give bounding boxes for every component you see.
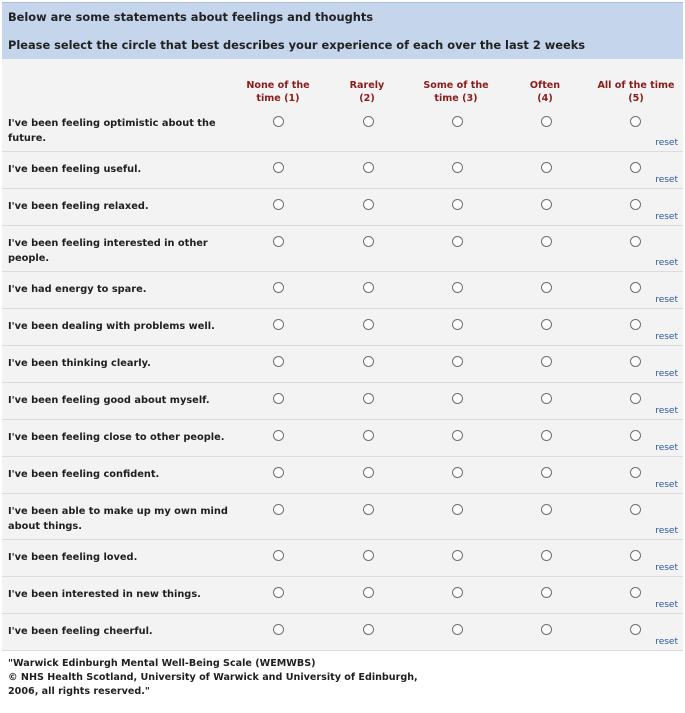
statement-label: I've been feeling close to other people. [8,432,225,443]
radio-all-of-the-time[interactable] [630,199,641,210]
radio-often[interactable] [541,199,552,210]
radio-often[interactable] [541,236,552,247]
radio-rarely[interactable] [363,624,374,635]
reset-link[interactable]: reset [655,138,678,148]
column-header-line: Often [529,80,561,91]
radio-often[interactable] [541,504,552,515]
radio-often[interactable] [541,319,552,330]
statement-label: I've been feeling optimistic about the future. [8,118,216,144]
radio-some-of-the-time[interactable] [452,430,463,441]
column-header-line: time (3) [434,93,478,104]
radio-rarely[interactable] [363,162,374,173]
instructions-line-2: Please select the circle that best describes your experience of each over the last 2 weeks [8,38,586,52]
statement-row [2,189,683,226]
radio-some-of-the-time[interactable] [452,199,463,210]
radio-often[interactable] [541,393,552,404]
statement-label: I've been feeling relaxed. [8,201,149,212]
statement-label: I've been interested in new things. [8,589,201,600]
reset-link[interactable]: reset [655,637,678,647]
radio-often[interactable] [541,162,552,173]
reset-link[interactable]: reset [655,443,678,453]
radio-none-of-the-time[interactable] [273,587,284,598]
radio-some-of-the-time[interactable] [452,467,463,478]
radio-rarely[interactable] [363,587,374,598]
radio-some-of-the-time[interactable] [452,116,463,127]
instructions-header [2,2,683,59]
column-header-line: (2) [359,93,375,104]
column-header-line: time (1) [256,93,300,104]
radio-none-of-the-time[interactable] [273,162,284,173]
reset-link[interactable]: reset [655,526,678,536]
radio-none-of-the-time[interactable] [273,467,284,478]
wemwbs-survey [2,2,683,699]
reset-link[interactable]: reset [655,406,678,416]
copyright-line-2: © NHS Health Scotland, University of Warwick and University of Edinburgh, [8,672,418,683]
copyright-line-3: 2006, all rights reserved." [8,686,150,697]
statement-label: I've been dealing with problems well. [8,321,215,332]
reset-link[interactable]: reset [655,295,678,305]
reset-link[interactable]: reset [655,258,678,268]
statement-label: I've been feeling loved. [8,552,138,563]
radio-some-of-the-time[interactable] [452,282,463,293]
radio-rarely[interactable] [363,393,374,404]
radio-some-of-the-time[interactable] [452,587,463,598]
radio-all-of-the-time[interactable] [630,162,641,173]
radio-some-of-the-time[interactable] [452,624,463,635]
radio-none-of-the-time[interactable] [273,282,284,293]
column-header-line: (4) [537,93,553,104]
statement-row [2,106,683,152]
radio-all-of-the-time[interactable] [630,504,641,515]
radio-often[interactable] [541,430,552,441]
instructions-line-1: Below are some statements about feelings and thoughts [8,10,374,24]
statement-row [2,494,683,540]
reset-link[interactable]: reset [655,332,678,342]
radio-often[interactable] [541,624,552,635]
radio-often[interactable] [541,282,552,293]
copyright-line-1: "Warwick Edinburgh Mental Well-Being Scale (WEMWBS) [8,658,316,669]
statement-label: I've been feeling useful. [8,164,142,175]
radio-all-of-the-time[interactable] [630,319,641,330]
column-header-none-of-the-time [233,79,323,105]
radio-rarely[interactable] [363,504,374,515]
reset-link[interactable]: reset [655,175,678,185]
radio-often[interactable] [541,550,552,561]
column-header-line: (5) [628,93,644,104]
statement-label: I've been feeling interested in other people. [8,238,208,264]
statement-row [2,383,683,420]
statement-rows [2,106,683,651]
radio-none-of-the-time[interactable] [273,199,284,210]
radio-all-of-the-time[interactable] [630,356,641,367]
radio-rarely[interactable] [363,116,374,127]
statement-label: I've been feeling cheerful. [8,626,153,637]
reset-link[interactable]: reset [655,212,678,222]
statement-row [2,420,683,457]
reset-link[interactable]: reset [655,563,678,573]
radio-rarely[interactable] [363,550,374,561]
radio-all-of-the-time[interactable] [630,550,641,561]
radio-rarely[interactable] [363,199,374,210]
radio-all-of-the-time[interactable] [630,467,641,478]
radio-some-of-the-time[interactable] [452,162,463,173]
radio-some-of-the-time[interactable] [452,504,463,515]
radio-none-of-the-time[interactable] [273,356,284,367]
radio-all-of-the-time[interactable] [630,587,641,598]
statement-row [2,540,683,577]
radio-all-of-the-time[interactable] [630,116,641,127]
radio-none-of-the-time[interactable] [273,393,284,404]
reset-link[interactable]: reset [655,600,678,610]
radio-rarely[interactable] [363,430,374,441]
radio-all-of-the-time[interactable] [630,282,641,293]
statement-row [2,152,683,189]
radio-all-of-the-time[interactable] [630,393,641,404]
column-header-line: Rarely [349,80,385,91]
copyright-notice [2,651,683,699]
radio-none-of-the-time[interactable] [273,504,284,515]
column-header-line: Some of the [423,80,489,91]
statement-label: I've been thinking clearly. [8,358,151,369]
radio-some-of-the-time[interactable] [452,550,463,561]
radio-often[interactable] [541,587,552,598]
radio-all-of-the-time[interactable] [630,430,641,441]
radio-some-of-the-time[interactable] [452,393,463,404]
radio-none-of-the-time[interactable] [273,319,284,330]
statement-row [2,272,683,309]
radio-some-of-the-time[interactable] [452,356,463,367]
radio-all-of-the-time[interactable] [630,236,641,247]
radio-rarely[interactable] [363,467,374,478]
statement-row [2,577,683,614]
statement-row [2,457,683,494]
radio-some-of-the-time[interactable] [452,319,463,330]
radio-rarely[interactable] [363,356,374,367]
radio-rarely[interactable] [363,282,374,293]
radio-often[interactable] [541,116,552,127]
radio-none-of-the-time[interactable] [273,236,284,247]
scale-column-headers [2,59,683,106]
radio-rarely[interactable] [363,236,374,247]
radio-none-of-the-time[interactable] [273,624,284,635]
statement-label: I've been feeling confident. [8,469,160,480]
column-header-line: All of the time [597,80,675,91]
radio-none-of-the-time[interactable] [273,550,284,561]
radio-often[interactable] [541,467,552,478]
reset-link[interactable]: reset [655,480,678,490]
statement-row [2,346,683,383]
statement-label: I've been able to make up my own mind about things. [8,506,228,532]
column-header-all-of-the-time [591,79,681,105]
column-header-often [500,79,590,105]
statement-label: I've had energy to spare. [8,284,147,295]
radio-none-of-the-time[interactable] [273,430,284,441]
radio-rarely[interactable] [363,319,374,330]
reset-link[interactable]: reset [655,369,678,379]
statement-row [2,226,683,272]
column-header-some-of-the-time [411,79,501,105]
column-header-rarely [322,79,412,105]
radio-none-of-the-time[interactable] [273,116,284,127]
column-header-line: None of the [246,80,310,91]
radio-often[interactable] [541,356,552,367]
radio-some-of-the-time[interactable] [452,236,463,247]
statement-label: I've been feeling good about myself. [8,395,210,406]
radio-all-of-the-time[interactable] [630,624,641,635]
statement-row [2,614,683,651]
statement-row [2,309,683,346]
